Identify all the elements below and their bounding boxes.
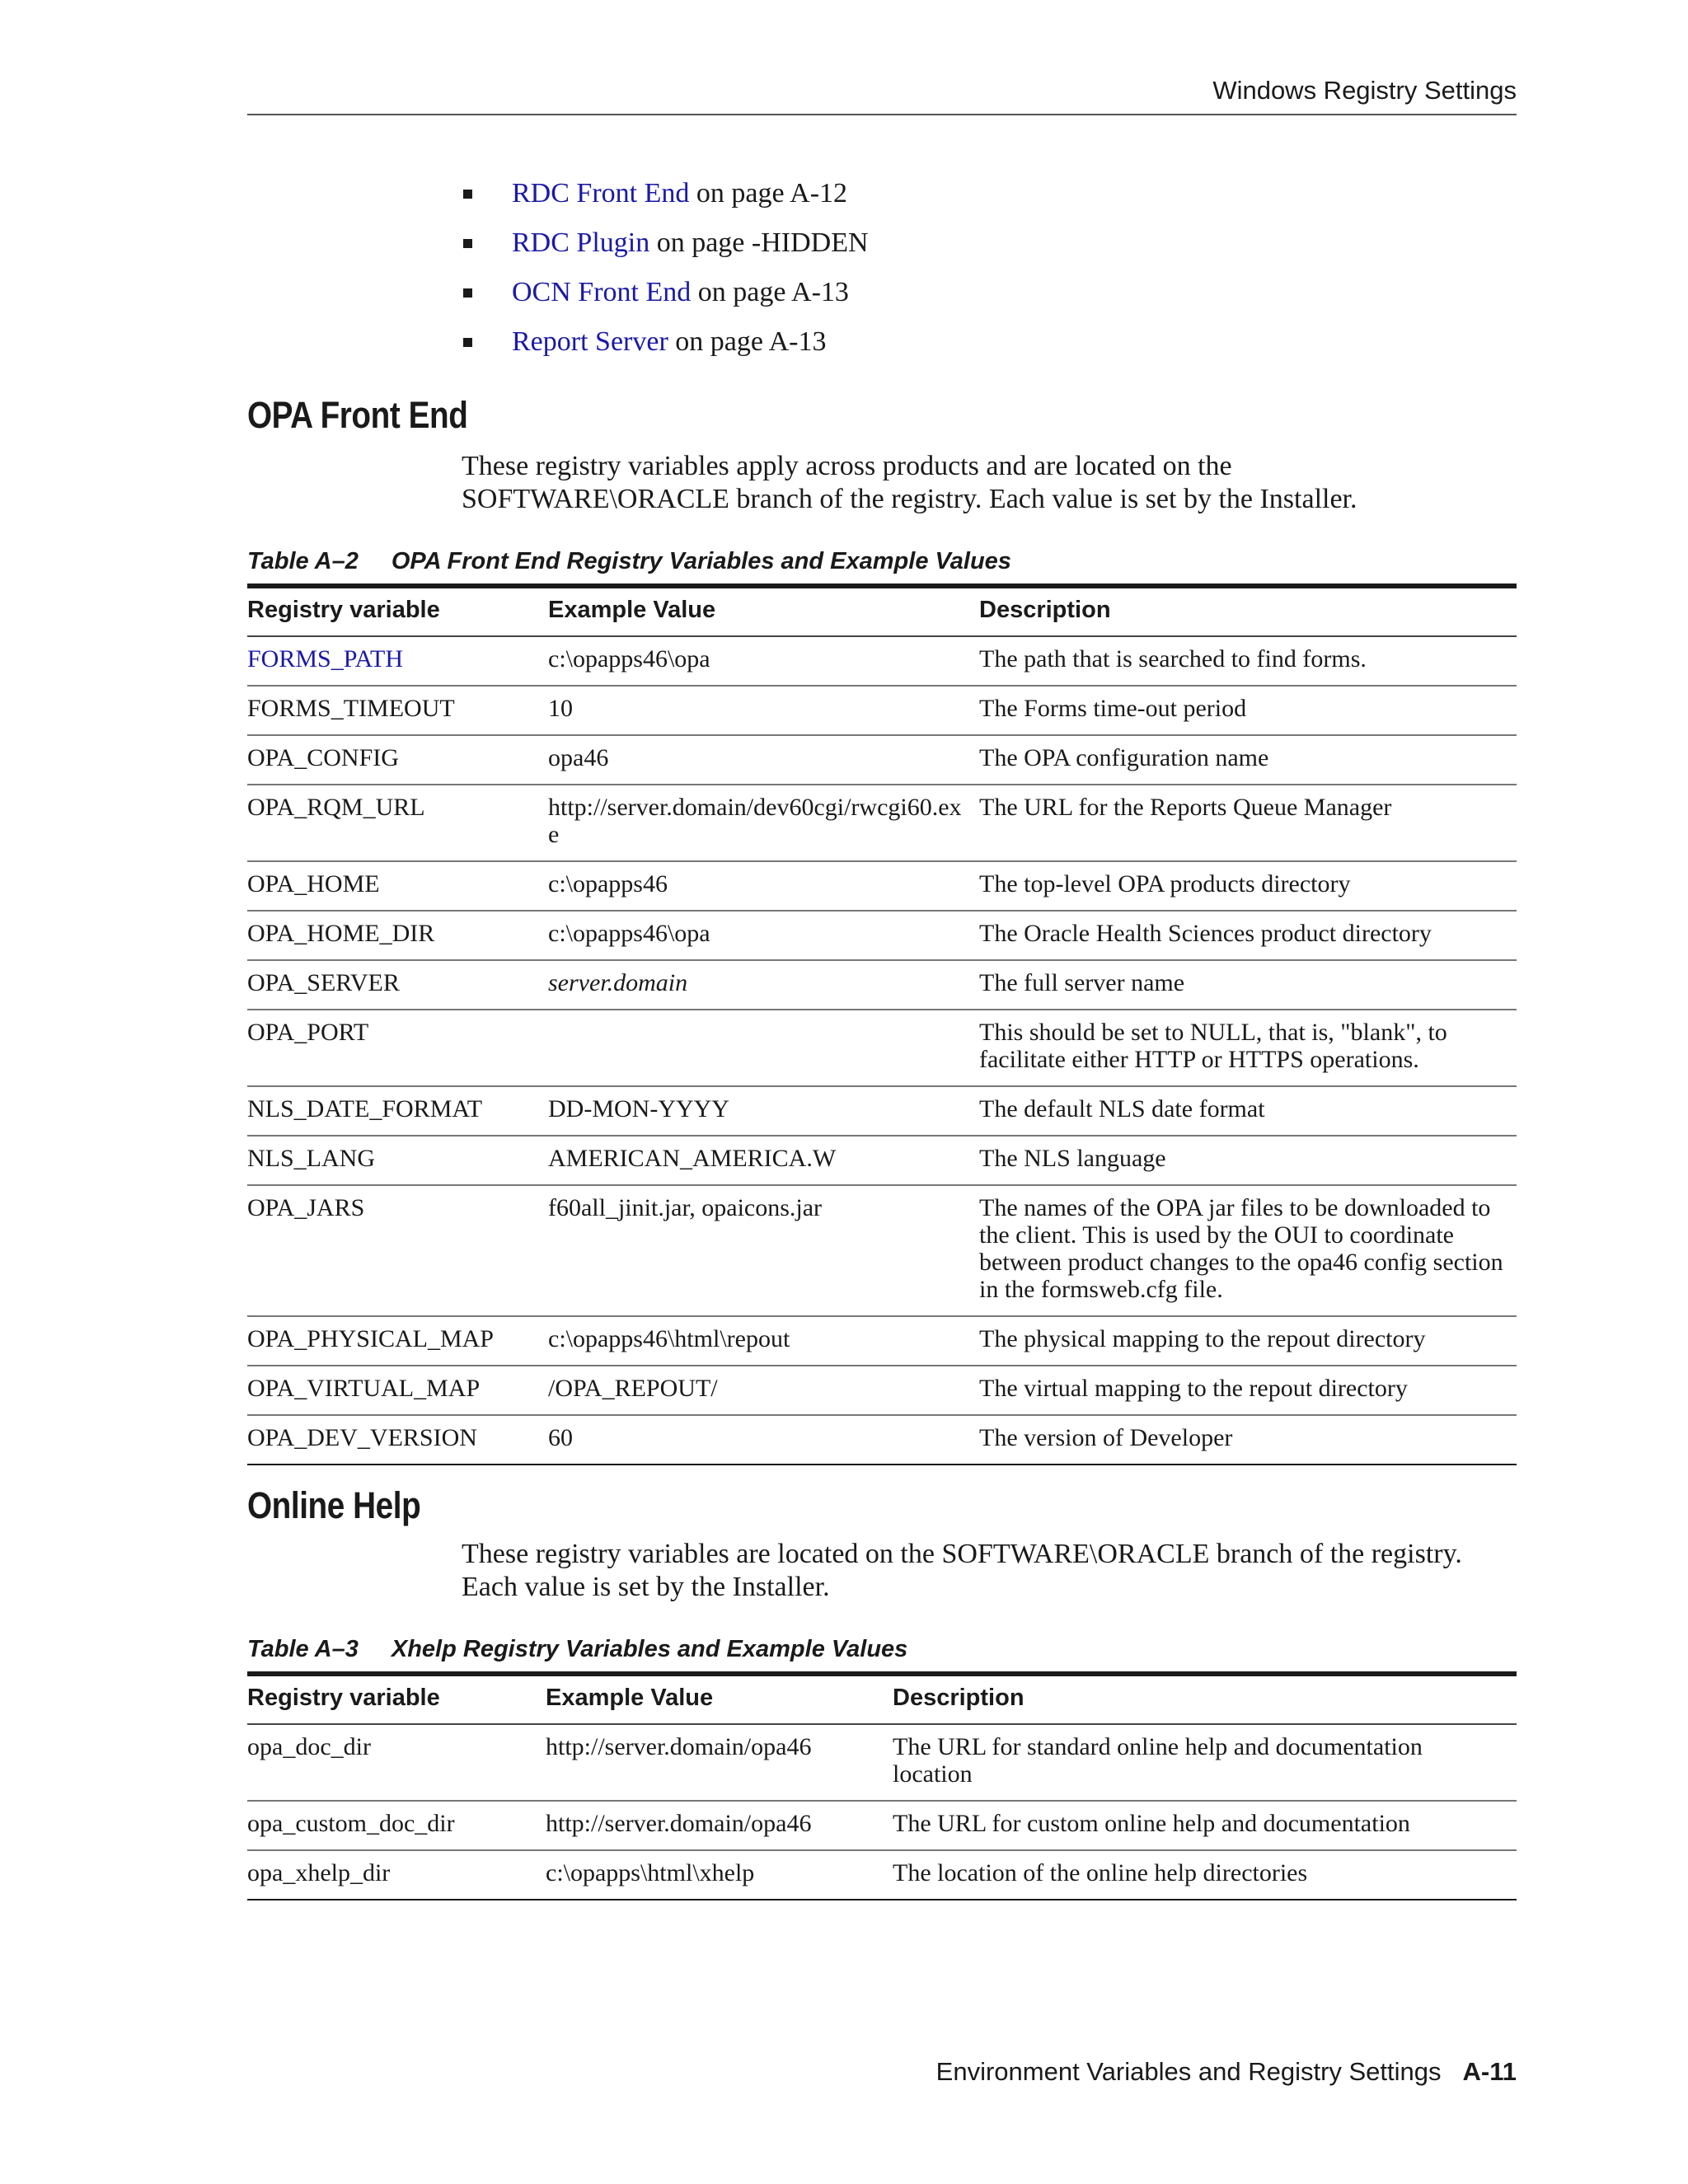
page-reference: on page A-12 xyxy=(696,178,848,209)
list-item xyxy=(462,169,869,218)
registry-variable: opa_doc_dir xyxy=(247,1724,546,1801)
registry-variable: OPA_SERVER xyxy=(247,960,548,1010)
example-value: http://server.domain/dev60cgi/rwcgi60.exe xyxy=(548,785,979,861)
example-value: c:\opapps46\html\repout xyxy=(548,1316,979,1366)
table-row xyxy=(247,861,1517,911)
table-row xyxy=(247,1185,1517,1316)
example-value: http://server.domain/opa46 xyxy=(546,1724,893,1801)
description: This should be set to NULL, that is, "blank", to facilitate either HTTP or HTTPS operations. xyxy=(979,1010,1517,1086)
registry-variable: opa_custom_doc_dir xyxy=(247,1801,546,1850)
registry-variable: OPA_HOME_DIR xyxy=(247,911,548,960)
example-value: f60all_jinit.jar, opaicons.jar xyxy=(548,1185,979,1316)
square-bullet-icon xyxy=(463,338,472,347)
description: The default NLS date format xyxy=(979,1086,1517,1136)
table-row xyxy=(247,960,1517,1010)
link-ocn-front-end[interactable]: OCN Front End xyxy=(512,277,692,307)
table-header-row xyxy=(247,1674,1517,1724)
square-bullet-icon xyxy=(463,239,472,248)
table-row xyxy=(247,1316,1517,1366)
table-row xyxy=(247,1850,1517,1900)
square-bullet-icon xyxy=(463,288,472,298)
table-number: Table A–3 xyxy=(247,1636,359,1662)
description: The Oracle Health Sciences product directory xyxy=(979,911,1517,960)
description: The location of the online help directories xyxy=(893,1850,1517,1900)
description: The version of Developer xyxy=(979,1415,1517,1465)
example-value: DD-MON-YYYY xyxy=(548,1086,979,1136)
description: The top-level OPA products directory xyxy=(979,861,1517,911)
registry-variable: NLS_DATE_FORMAT xyxy=(247,1086,548,1136)
example-value: opa46 xyxy=(548,735,979,785)
table-row xyxy=(247,1415,1517,1465)
table-row xyxy=(247,1136,1517,1185)
example-value: 60 xyxy=(548,1415,979,1465)
description: The virtual mapping to the repout directory xyxy=(979,1366,1517,1415)
description: The URL for standard online help and documentation location xyxy=(893,1724,1517,1801)
example-value: c:\opapps46 xyxy=(548,861,979,911)
column-header-variable: Registry variable xyxy=(247,586,548,636)
table-row xyxy=(247,911,1517,960)
description: The URL for the Reports Queue Manager xyxy=(979,785,1517,861)
xhelp-registry-table xyxy=(247,1671,1517,1900)
registry-variable: OPA_PHYSICAL_MAP xyxy=(247,1316,548,1366)
registry-variable: OPA_JARS xyxy=(247,1185,548,1316)
registry-variable: OPA_DEV_VERSION xyxy=(247,1415,548,1465)
description: The OPA configuration name xyxy=(979,735,1517,785)
running-header-title: Windows Registry Settings xyxy=(1212,76,1517,105)
description: The URL for custom online help and documentation xyxy=(893,1801,1517,1850)
example-value: AMERICAN_AMERICA.W xyxy=(548,1136,979,1185)
table-header-row xyxy=(247,586,1517,636)
description: The NLS language xyxy=(979,1136,1517,1185)
table-caption-a3 xyxy=(247,1636,907,1663)
list-item xyxy=(462,268,869,317)
example-value: /OPA_REPOUT/ xyxy=(548,1366,979,1415)
section-heading-opa-front-end: OPA Front End xyxy=(247,394,468,436)
table-row xyxy=(247,1366,1517,1415)
registry-variable: OPA_CONFIG xyxy=(247,735,548,785)
table-row xyxy=(247,686,1517,735)
link-rdc-front-end[interactable]: RDC Front End xyxy=(512,178,690,209)
example-value: c:\opapps46\opa xyxy=(548,636,979,686)
page-reference: on page A-13 xyxy=(675,326,827,357)
example-value: 10 xyxy=(548,686,979,735)
link-forms-path[interactable]: FORMS_PATH xyxy=(247,645,403,673)
column-header-example: Example Value xyxy=(546,1674,893,1724)
page-reference: on page A-13 xyxy=(697,277,849,307)
running-header xyxy=(247,76,1517,115)
description: The physical mapping to the repout directory xyxy=(979,1316,1517,1366)
column-header-description: Description xyxy=(979,586,1517,636)
page-reference: on page -HIDDEN xyxy=(656,227,869,258)
table-row xyxy=(247,735,1517,785)
table-row xyxy=(247,785,1517,861)
registry-variable: OPA_HOME xyxy=(247,861,548,911)
registry-variable: OPA_VIRTUAL_MAP xyxy=(247,1366,548,1415)
table-row xyxy=(247,1724,1517,1801)
table-title: OPA Front End Registry Variables and Example Values xyxy=(391,548,1011,574)
table-row xyxy=(247,1801,1517,1850)
section-heading-online-help: Online Help xyxy=(247,1484,421,1526)
link-report-server[interactable]: Report Server xyxy=(512,326,668,357)
example-value xyxy=(548,1010,979,1086)
registry-variable: opa_xhelp_dir xyxy=(247,1850,546,1900)
table-row xyxy=(247,1010,1517,1086)
table-row xyxy=(247,636,1517,686)
link-rdc-plugin[interactable]: RDC Plugin xyxy=(512,227,650,258)
description: The full server name xyxy=(979,960,1517,1010)
table-title: Xhelp Registry Variables and Example Values xyxy=(391,1636,908,1662)
column-header-example: Example Value xyxy=(548,586,979,636)
table-number: Table A–2 xyxy=(247,548,359,574)
footer-title: Environment Variables and Registry Settings xyxy=(935,2057,1442,2086)
registry-variable: OPA_RQM_URL xyxy=(247,785,548,861)
page-footer xyxy=(247,2057,1517,2087)
description: The Forms time-out period xyxy=(979,686,1517,735)
table-caption-a2 xyxy=(247,548,1011,575)
example-value: server.domain xyxy=(548,960,979,1010)
list-item xyxy=(462,317,869,367)
section-body-online-help: These registry variables are located on the SOFTWARE\ORACLE branch of the registry. Each value is set by the Installer. xyxy=(462,1539,1462,1602)
registry-variable: NLS_LANG xyxy=(247,1136,548,1185)
example-value: c:\opapps\html\xhelp xyxy=(546,1850,893,1900)
column-header-variable: Registry variable xyxy=(247,1674,546,1724)
opa-registry-table xyxy=(247,583,1517,1465)
square-bullet-icon xyxy=(463,190,472,199)
column-header-description: Description xyxy=(893,1674,1517,1724)
description: The path that is searched to find forms. xyxy=(979,636,1517,686)
example-value: http://server.domain/opa46 xyxy=(546,1801,893,1850)
example-value: c:\opapps46\opa xyxy=(548,911,979,960)
registry-variable: FORMS_TIMEOUT xyxy=(247,686,548,735)
description: The names of the OPA jar files to be downloaded to the client. This is used by the OUI to coordinate between product changes to the opa46 config section in the formsweb.cfg file. xyxy=(979,1185,1517,1316)
page-number: A-11 xyxy=(1462,2057,1517,2086)
registry-variable: OPA_PORT xyxy=(247,1010,548,1086)
related-links-list xyxy=(462,169,869,367)
table-row xyxy=(247,1086,1517,1136)
list-item xyxy=(462,218,869,268)
section-body-opa-front-end: These registry variables apply across products and are located on the SOFTWARE\ORACLE branch of the registry. Each value is set by the Installer. xyxy=(462,451,1357,514)
